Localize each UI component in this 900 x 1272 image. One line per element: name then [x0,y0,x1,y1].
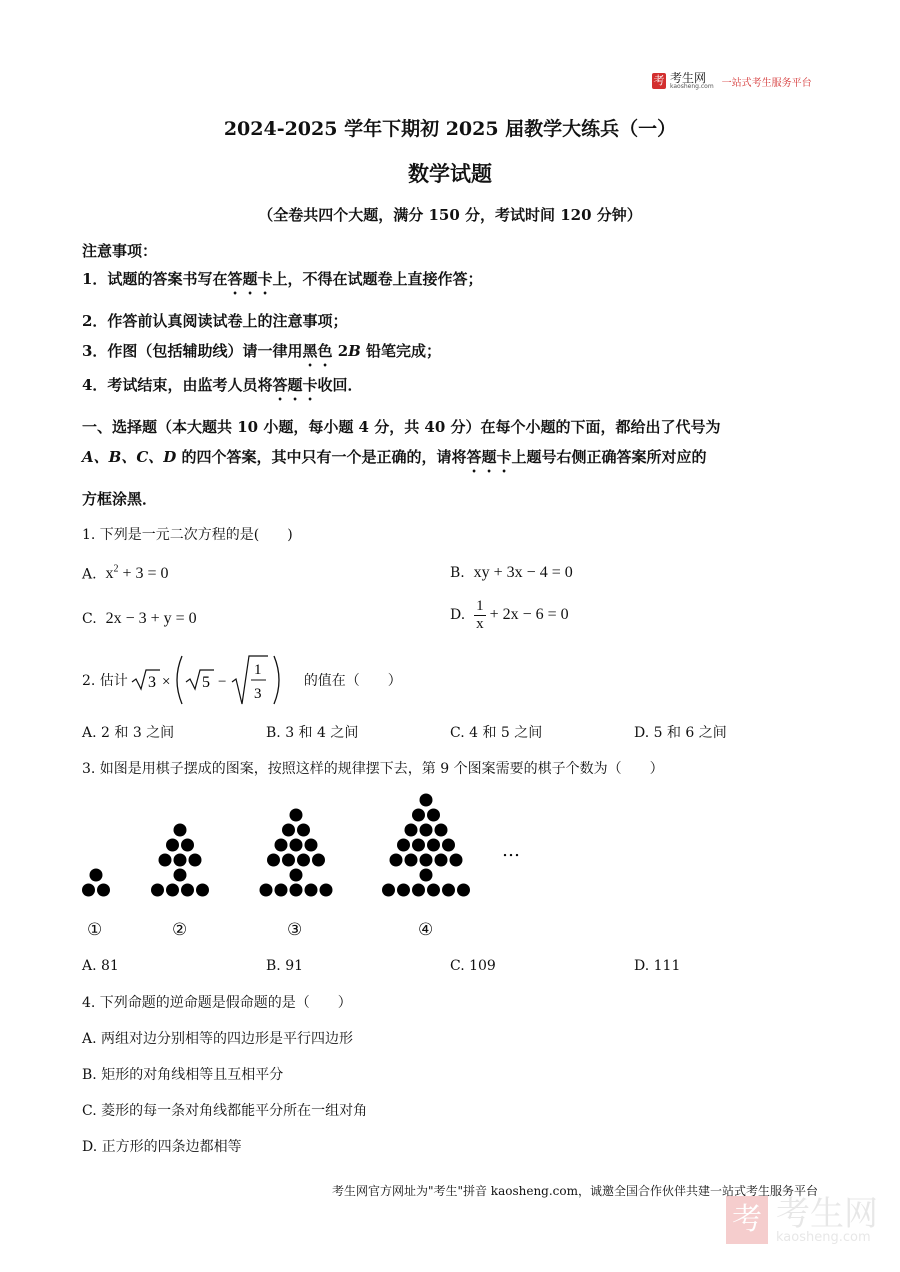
chess-piece [420,824,433,837]
chess-piece [260,884,273,897]
chess-piece [412,839,425,852]
chess-piece [457,884,470,897]
watermark: 考 考生网 kaosheng.com [726,1196,878,1244]
chess-piece [412,884,425,897]
q4-option-d: D. 正方形的四条边都相等 [82,1139,242,1155]
radicand-3: 3 [147,674,156,691]
chess-piece [442,884,455,897]
chess-piece [290,809,303,822]
q4-option-c: C. 菱形的每一条对角线都能平分所在一组对角 [82,1103,368,1119]
chess-piece [181,839,194,852]
q1-stem: 1. 下列是一元二次方程的是( ) [82,527,293,543]
chess-piece [420,794,433,807]
q4-option-b: B. 矩形的对角线相等且互相平分 [82,1067,284,1083]
note-2: 2．作答前认真阅读试卷上的注意事项； [82,312,348,330]
watermark-logo-icon: 考 [726,1196,768,1244]
chess-piece [267,854,280,867]
exam-info: （全卷共四个大题，满分 150 分，考试时间 120 分钟） [258,206,642,224]
section1-instructions: 一、选择题（本大题共 10 小题，每小题 4 分，共 40 分）在每个小题的下面，都给出了代号为 [82,418,721,436]
chess-piece [390,854,403,867]
pattern-label-2: ② [172,920,188,940]
chess-piece [435,824,448,837]
chess-piece [427,884,440,897]
chess-piece [174,824,187,837]
chess-piece [382,884,395,897]
q2-option-a: A. 2 和 3 之间 [82,725,175,741]
chess-piece [305,839,318,852]
chess-piece [282,824,295,837]
note-3: 3．作图（包括辅助线）请一律用黑色 2B 铅笔完成； [82,342,442,360]
section1-instructions-3: 方框涂黑． [82,490,158,508]
chess-piece [397,839,410,852]
chess-piece [420,869,433,882]
q4-option-a: A. 两组对边分别相等的四边形是平行四边形 [82,1031,354,1047]
chess-piece [297,824,310,837]
chess-piece [90,869,103,882]
q3-option-a: A. 81 [82,958,119,974]
chess-piece [159,854,172,867]
q3-pattern-figure [70,784,550,904]
chess-piece [397,884,410,897]
chess-piece [189,854,202,867]
exam-title: 2024-2025 学年下期初 2025 届教学大练兵（一） [223,118,677,140]
q1-option-b: B. xy + 3x − 4 = 0 [450,564,573,581]
q2-stem: 2. 估计 3 × 5 − 1 3 的值在（ ） [82,652,402,708]
chess-piece [82,884,95,897]
logo-domain: kaosheng.com [670,83,714,90]
times-sign: × [161,674,171,690]
chess-piece [427,809,440,822]
q3-stem: 3. 如图是用棋子摆成的图案，按照这样的规律摆下去，第 9 个图案需要的棋子个数为（ ） [82,761,664,777]
chess-piece [290,869,303,882]
exam-subject: 数学试题 [408,161,492,186]
note-4: 4．考试结束，由监考人员将答题卡收回． [82,376,363,394]
chess-piece [282,854,295,867]
chess-piece [305,884,318,897]
chess-piece [320,884,333,897]
chess-piece [181,884,194,897]
chess-piece [166,884,179,897]
pattern-label-1: ① [87,920,103,940]
logo-slogan: 一站式考生服务平台 [721,77,812,89]
fraction-numerator: 1 [253,662,262,678]
chess-piece [427,839,440,852]
q2-expression [128,652,304,708]
q4-stem: 4. 下列命题的逆命题是假命题的是（ ） [82,995,352,1011]
chess-piece [151,884,164,897]
q3-option-b: B. 91 [266,958,304,974]
chess-piece [174,854,187,867]
logo-icon: 考 [653,74,665,87]
left-paren [177,656,182,704]
notes-heading: 注意事项： [82,242,158,260]
chess-piece [405,824,418,837]
chess-piece [196,884,209,897]
radicand-5: 5 [201,674,210,691]
right-paren [274,656,279,704]
chess-piece [420,854,433,867]
chess-piece [97,884,110,897]
chess-piece [442,839,455,852]
chess-piece [290,839,303,852]
section1-instructions-2: A、B、C、D 的四个答案，其中只有一个是正确的，请将答题卡上题号右侧正确答案所对应的 [82,448,707,466]
q1-option-a: A. $x^2 + 3 = 0$ [82,564,169,583]
q3-option-c: C. 109 [450,958,496,974]
chess-piece [405,854,418,867]
brand-logo [652,72,812,90]
fraction-denominator: 3 [253,686,262,702]
footer-note: 考生网官方网址为"考生"拼音 kaosheng.com，诚邀全国合作伙伴共建一站式考生服务平台 [331,1184,818,1198]
chess-piece [174,869,187,882]
chess-piece [297,854,310,867]
chess-piece [166,839,179,852]
q2-option-d: D. 5 和 6 之间 [634,725,727,741]
note-1: 1．试题的答案书写在答题卡上，不得在试题卷上直接作答； [82,270,483,288]
chess-piece [412,809,425,822]
pattern-ellipsis: … [502,840,520,861]
chess-piece [312,854,325,867]
q1-option-c: C. 2x − 3 + y = 0 [82,610,197,627]
chess-piece [290,884,303,897]
pattern-label-3: ③ [287,920,303,940]
minus-sign: − [217,674,227,690]
q2-option-c: C. 4 和 5 之间 [450,725,543,741]
chess-piece [435,854,448,867]
q1-option-d: D. $\frac{1}{x}$ + 2x − 6 = 0 [450,598,569,632]
q3-option-d: D. 111 [634,958,681,974]
chess-piece [275,884,288,897]
logo-name: 考生网 [670,71,707,85]
pattern-label-4: ④ [418,920,434,940]
chess-piece [275,839,288,852]
q2-option-b: B. 3 和 4 之间 [266,725,359,741]
chess-piece [450,854,463,867]
